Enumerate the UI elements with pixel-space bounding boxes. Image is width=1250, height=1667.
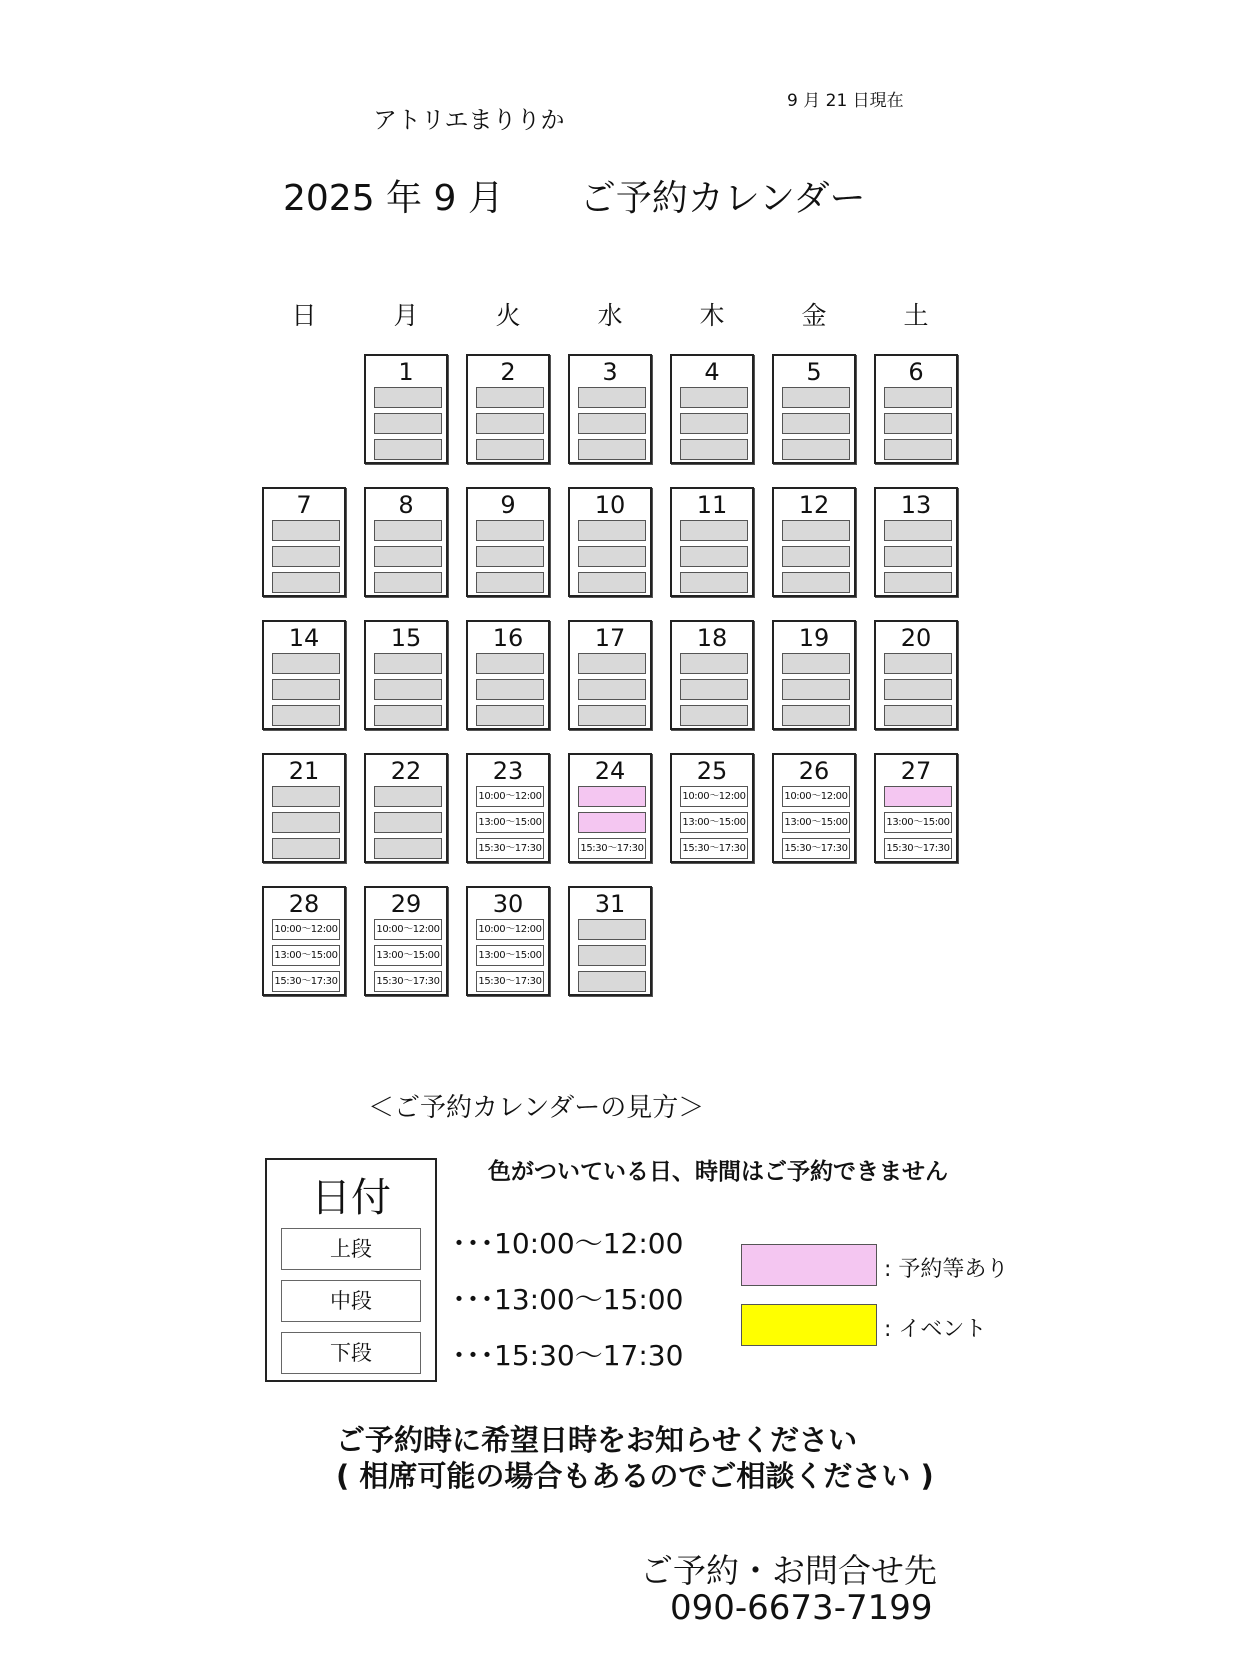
weekday-label: 火: [495, 301, 521, 330]
day-number: 30: [492, 890, 524, 918]
time-slot-unavailable: [374, 387, 442, 408]
legend-row-middle: 中段: [281, 1280, 421, 1322]
event-swatch: [741, 1304, 877, 1346]
time-slot-unavailable: [884, 439, 952, 460]
calendar-day[interactable]: [466, 354, 550, 464]
calendar-day[interactable]: [568, 620, 652, 730]
calendar-day[interactable]: [364, 354, 448, 464]
time-slot-unavailable: [578, 653, 646, 674]
time-slot-unavailable: [374, 812, 442, 833]
day-number: 24: [594, 757, 626, 785]
contact-label: ご予約・お問合せ先: [640, 1551, 937, 1590]
time-slot-unavailable: [476, 679, 544, 700]
time-slot-available[interactable]: 15:30〜17:30: [578, 838, 646, 859]
time-slot-available[interactable]: 13:00〜15:00: [374, 945, 442, 966]
contact-phone[interactable]: 090-6673-7199: [670, 1588, 933, 1628]
calendar-day[interactable]: [874, 487, 958, 597]
time-slot-available[interactable]: 10:00〜12:00: [782, 786, 850, 807]
day-number: 27: [900, 757, 932, 785]
calendar-day[interactable]: [568, 354, 652, 464]
weekday-label: 日: [291, 301, 317, 330]
time-slot-unavailable: [578, 679, 646, 700]
reserved-label: : 予約等あり: [884, 1257, 1009, 1282]
time-slot-available[interactable]: 15:30〜17:30: [374, 971, 442, 992]
time-slot-unavailable: [272, 520, 340, 541]
time-slot-unavailable: [578, 945, 646, 966]
time-slot-unavailable: [374, 838, 442, 859]
calendar-day[interactable]: [466, 620, 550, 730]
time-slot-unavailable: [374, 439, 442, 460]
time-slot-unavailable: [680, 439, 748, 460]
day-number: 13: [900, 491, 932, 519]
time-slot-unavailable: [578, 919, 646, 940]
time-slot-available[interactable]: 10:00〜12:00: [476, 919, 544, 940]
time-slot-available[interactable]: 13:00〜15:00: [680, 812, 748, 833]
page-title: [283, 170, 866, 221]
time-slot-unavailable: [782, 439, 850, 460]
time-slot-unavailable: [782, 413, 850, 434]
time-slot-unavailable: [578, 705, 646, 726]
time-slot-unavailable: [782, 653, 850, 674]
time-slot-unavailable: [782, 387, 850, 408]
time-slot-unavailable: [578, 413, 646, 434]
time-slot-available[interactable]: 13:00〜15:00: [782, 812, 850, 833]
time-slot-unavailable: [272, 705, 340, 726]
day-number: 10: [594, 491, 626, 519]
day-number: 11: [696, 491, 728, 519]
time-slot-available[interactable]: 10:00〜12:00: [272, 919, 340, 940]
time-slot-unavailable: [578, 546, 646, 567]
day-number: 3: [602, 358, 618, 386]
calendar-day[interactable]: [772, 753, 856, 863]
calendar-day[interactable]: [262, 620, 346, 730]
day-number: 21: [288, 757, 320, 785]
calendar-day[interactable]: [874, 620, 958, 730]
day-number: 6: [908, 358, 924, 386]
calendar-day[interactable]: [568, 886, 652, 996]
time-slot-available[interactable]: 15:30〜17:30: [476, 971, 544, 992]
calendar-day[interactable]: [364, 886, 448, 996]
calendar-day[interactable]: [364, 620, 448, 730]
time-slot-unavailable: [476, 705, 544, 726]
time-slot-unavailable: [272, 786, 340, 807]
calendar-day[interactable]: [466, 753, 550, 863]
time-slot-unavailable: [272, 546, 340, 567]
day-number: 29: [390, 890, 422, 918]
time-slot-reserved: [884, 786, 952, 807]
time-slot-available[interactable]: 10:00〜12:00: [476, 786, 544, 807]
weekday-label: 水: [597, 301, 623, 330]
day-number: 17: [594, 624, 626, 652]
day-number: 28: [288, 890, 320, 918]
calendar-day[interactable]: [364, 753, 448, 863]
day-number: 12: [798, 491, 830, 519]
time-slot-unavailable: [374, 413, 442, 434]
legend-date-label: 日付: [311, 1175, 391, 1221]
time-slot-unavailable: [680, 520, 748, 541]
time-slot-unavailable: [578, 572, 646, 593]
calendar-day[interactable]: [670, 354, 754, 464]
calendar-day[interactable]: [670, 753, 754, 863]
legend-heading: ＜ご予約カレンダーの見方＞: [368, 1093, 705, 1123]
month-title: 2025 年 9 月: [283, 178, 504, 219]
calendar-day[interactable]: [772, 487, 856, 597]
time-slot-available[interactable]: 10:00〜12:00: [374, 919, 442, 940]
day-number: 15: [390, 624, 422, 652]
weekday-label: 木: [699, 301, 725, 330]
day-number: 7: [296, 491, 312, 519]
booking-message-line2: ( 相席可能の場合もあるのでご相談ください ): [336, 1459, 934, 1493]
legend-row-upper: 上段: [281, 1228, 421, 1270]
legend-row-lower: 下段: [281, 1332, 421, 1374]
day-number: 20: [900, 624, 932, 652]
weekday-label: 月: [393, 301, 419, 330]
event-label: : イベント: [884, 1317, 987, 1342]
weekday-label: 土: [903, 301, 929, 330]
booking-message-line1: ご予約時に希望日時をお知らせください: [336, 1423, 858, 1457]
time-slot-available[interactable]: 13:00〜15:00: [476, 812, 544, 833]
time-slot-available[interactable]: 13:00〜15:00: [272, 945, 340, 966]
legend-time-lower: ･･･15:30〜17:30: [452, 1339, 684, 1372]
time-slot-unavailable: [578, 971, 646, 992]
calendar-day[interactable]: [568, 753, 652, 863]
calendar-day[interactable]: [364, 487, 448, 597]
time-slot-unavailable: [680, 572, 748, 593]
day-number: 22: [390, 757, 422, 785]
day-number: 19: [798, 624, 830, 652]
time-slot-available[interactable]: 15:30〜17:30: [680, 838, 748, 859]
calendar-day[interactable]: [874, 753, 958, 863]
time-slot-unavailable: [476, 546, 544, 567]
time-slot-unavailable: [782, 572, 850, 593]
calendar-day[interactable]: [262, 753, 346, 863]
time-slot-unavailable: [680, 705, 748, 726]
time-slot-unavailable: [476, 572, 544, 593]
time-slot-unavailable: [374, 705, 442, 726]
time-slot-available[interactable]: 15:30〜17:30: [782, 838, 850, 859]
time-slot-available[interactable]: 15:30〜17:30: [476, 838, 544, 859]
time-slot-unavailable: [680, 546, 748, 567]
time-slot-unavailable: [884, 520, 952, 541]
time-slot-unavailable: [374, 572, 442, 593]
calendar-day[interactable]: [772, 354, 856, 464]
unavailable-note: 色がついている日、時間はご予約できません: [488, 1159, 948, 1185]
time-slot-reserved: [578, 812, 646, 833]
time-slot-unavailable: [578, 520, 646, 541]
time-slot-unavailable: [476, 387, 544, 408]
time-slot-unavailable: [374, 546, 442, 567]
time-slot-unavailable: [884, 387, 952, 408]
time-slot-available[interactable]: 13:00〜15:00: [884, 812, 952, 833]
legend-sample-day: [265, 1158, 437, 1382]
time-slot-unavailable: [272, 838, 340, 859]
day-number: 18: [696, 624, 728, 652]
day-number: 25: [696, 757, 728, 785]
calendar-day[interactable]: [466, 886, 550, 996]
day-number: 1: [398, 358, 414, 386]
calendar-day[interactable]: [874, 354, 958, 464]
reserved-swatch: [741, 1244, 877, 1286]
day-number: 8: [398, 491, 414, 519]
time-slot-unavailable: [374, 679, 442, 700]
calendar-day[interactable]: [466, 487, 550, 597]
time-slot-unavailable: [374, 786, 442, 807]
day-number: 9: [500, 491, 516, 519]
day-number: 2: [500, 358, 516, 386]
time-slot-unavailable: [680, 653, 748, 674]
calendar-day[interactable]: [772, 620, 856, 730]
time-slot-unavailable: [884, 546, 952, 567]
day-number: 23: [492, 757, 524, 785]
time-slot-unavailable: [476, 413, 544, 434]
time-slot-unavailable: [680, 413, 748, 434]
time-slot-unavailable: [374, 520, 442, 541]
time-slot-available[interactable]: 15:30〜17:30: [272, 971, 340, 992]
time-slot-unavailable: [782, 520, 850, 541]
time-slot-unavailable: [680, 387, 748, 408]
day-number: 5: [806, 358, 822, 386]
legend-time-middle: ･･･13:00〜15:00: [452, 1283, 684, 1316]
time-slot-available[interactable]: 13:00〜15:00: [476, 945, 544, 966]
time-slot-unavailable: [476, 520, 544, 541]
time-slot-unavailable: [374, 653, 442, 674]
day-number: 16: [492, 624, 524, 652]
time-slot-unavailable: [578, 439, 646, 460]
day-number: 4: [704, 358, 720, 386]
time-slot-unavailable: [476, 439, 544, 460]
time-slot-unavailable: [680, 679, 748, 700]
time-slot-unavailable: [476, 653, 544, 674]
time-slot-unavailable: [272, 679, 340, 700]
time-slot-unavailable: [782, 546, 850, 567]
time-slot-available[interactable]: 10:00〜12:00: [680, 786, 748, 807]
time-slot-unavailable: [782, 679, 850, 700]
legend-time-upper: ･･･10:00〜12:00: [452, 1227, 684, 1260]
calendar-title: ご予約カレンダー: [579, 178, 866, 219]
calendar-day[interactable]: [670, 487, 754, 597]
time-slot-unavailable: [884, 653, 952, 674]
day-number: 14: [288, 624, 320, 652]
time-slot-unavailable: [884, 413, 952, 434]
time-slot-available[interactable]: 15:30〜17:30: [884, 838, 952, 859]
time-slot-unavailable: [884, 705, 952, 726]
weekday-label: 金: [801, 301, 827, 330]
calendar-day[interactable]: [670, 620, 754, 730]
day-number: 31: [594, 890, 626, 918]
calendar-day[interactable]: [262, 886, 346, 996]
time-slot-unavailable: [272, 572, 340, 593]
time-slot-unavailable: [884, 572, 952, 593]
day-number: 26: [798, 757, 830, 785]
shop-name: アトリエまりりか: [373, 106, 565, 134]
calendar-day[interactable]: [262, 487, 346, 597]
as-of-date: 9 月 21 日現在: [787, 91, 904, 111]
calendar-day[interactable]: [568, 487, 652, 597]
time-slot-unavailable: [782, 705, 850, 726]
time-slot-reserved: [578, 786, 646, 807]
time-slot-unavailable: [884, 679, 952, 700]
time-slot-unavailable: [578, 387, 646, 408]
time-slot-unavailable: [272, 653, 340, 674]
time-slot-unavailable: [272, 812, 340, 833]
